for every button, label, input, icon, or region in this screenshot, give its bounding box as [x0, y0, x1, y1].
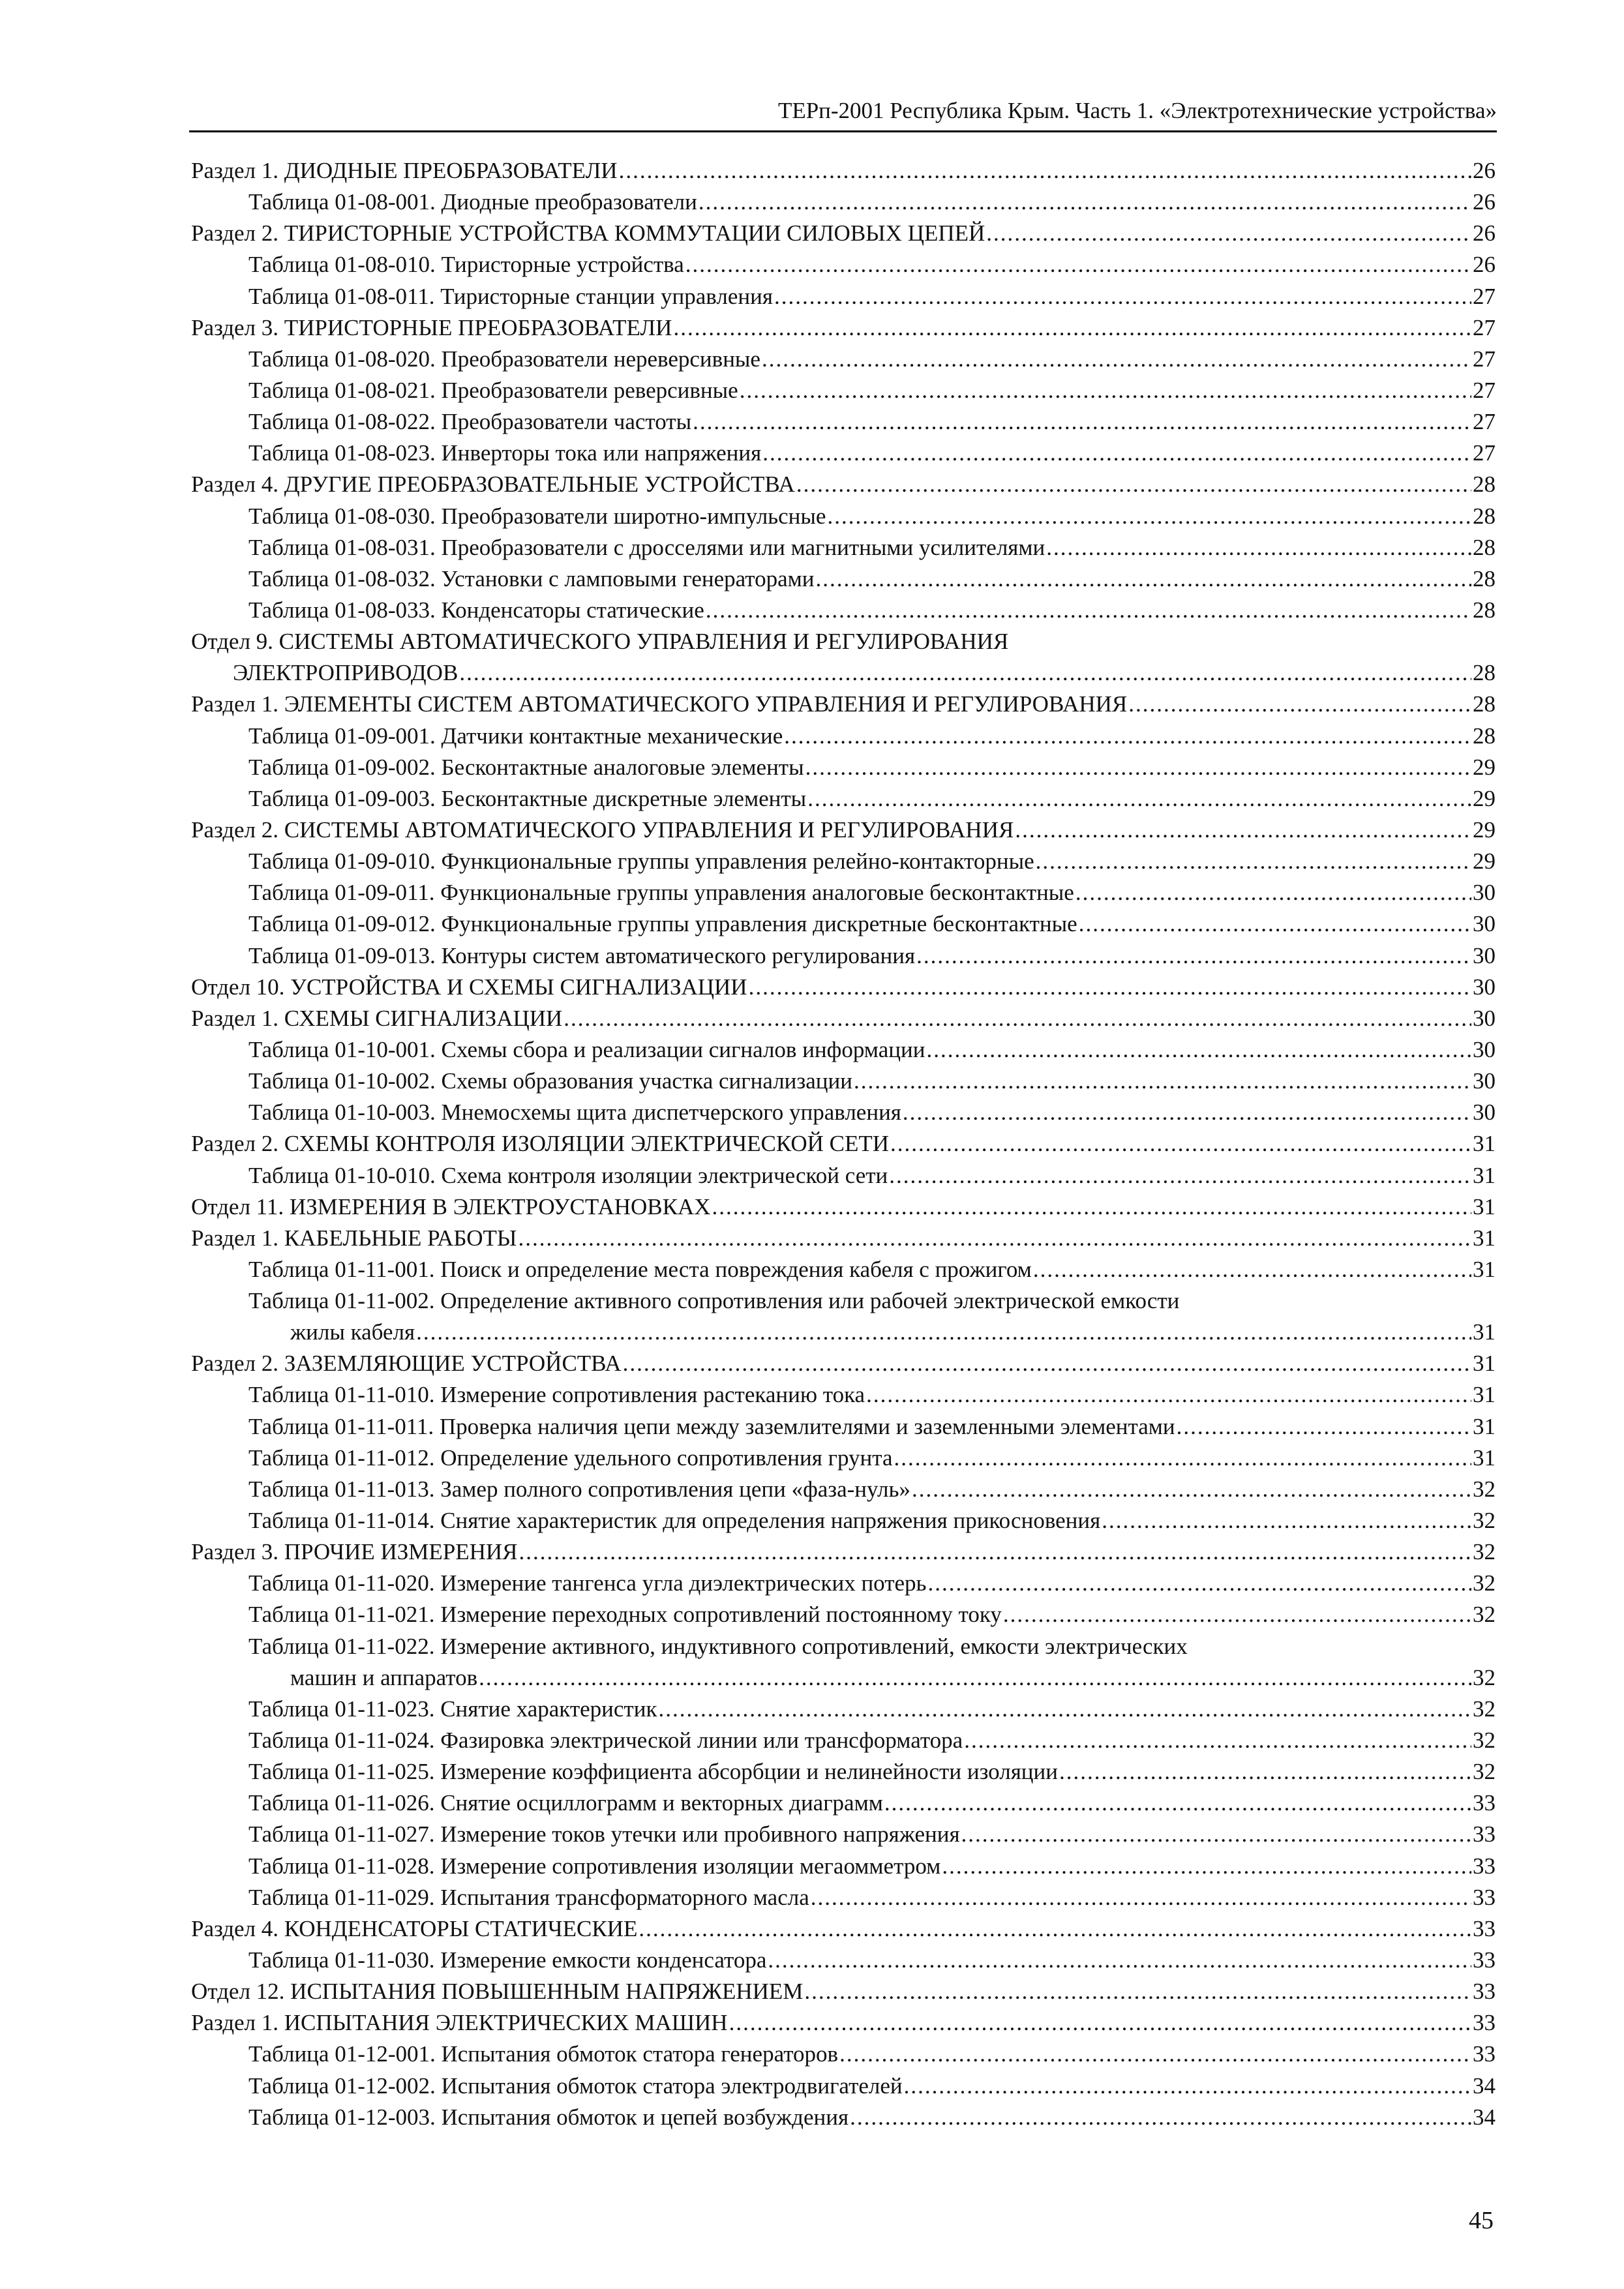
toc-page-number: 31	[1473, 1382, 1496, 1408]
toc-table-entry[interactable]	[191, 940, 1496, 972]
toc-table-entry[interactable]	[191, 1097, 1496, 1128]
toc-entry-title: Таблица 01-08-030. Преобразователи широтно-импульсные	[248, 503, 826, 529]
toc-table-entry[interactable]	[191, 1756, 1496, 1788]
toc-table-entry[interactable]	[191, 1819, 1496, 1850]
dot-leader	[693, 406, 1471, 438]
toc-entry-title: Таблица 01-08-020. Преобразователи нереверсивные	[248, 346, 760, 372]
toc-section-entry[interactable]	[191, 312, 1496, 344]
toc-page-number: 26	[1473, 158, 1496, 183]
toc-entry-title: Таблица 01-10-010. Схема контроля изоляции электрической сети	[248, 1162, 888, 1188]
dot-leader	[796, 469, 1471, 500]
dot-leader	[1128, 689, 1471, 720]
toc-entry-title: Таблица 01-11-030. Измерение емкости конденсатора	[248, 1947, 767, 1973]
toc-page-number: 33	[1473, 1979, 1496, 2005]
toc-entry-title: Таблица 01-09-010. Функциональные группы управления релейно-контакторные	[248, 848, 1034, 875]
toc-table-entry[interactable]	[191, 783, 1496, 815]
toc-page-number: 31	[1473, 1193, 1496, 1219]
toc-page-number: 29	[1473, 754, 1496, 780]
toc-page-number: 33	[1473, 1821, 1496, 1848]
dot-leader	[518, 1223, 1471, 1254]
toc-entry-title: Таблица 01-11-020. Измерение тангенса угла диэлектрических потерь	[248, 1570, 927, 1596]
dot-leader	[459, 657, 1471, 689]
dot-leader	[912, 1474, 1471, 1505]
toc-page-number: 31	[1473, 1351, 1496, 1377]
toc-page-number: 33	[1473, 1915, 1496, 1941]
toc-table-entry[interactable]	[191, 1568, 1496, 1599]
toc-entry-title: Отдел 9. СИСТЕМЫ АВТОМАТИЧЕСКОГО УПРАВЛЕНИЯ И РЕГУЛИРОВАНИЯ	[191, 629, 1009, 655]
dot-leader	[816, 563, 1471, 595]
toc-section-entry[interactable]	[191, 626, 1496, 689]
dot-leader	[903, 1097, 1471, 1128]
dot-leader	[1033, 1254, 1471, 1285]
toc-entry-title: Таблица 01-08-001. Диодные преобразователи	[248, 189, 697, 215]
dot-leader	[807, 783, 1471, 815]
dot-leader	[479, 1662, 1471, 1694]
toc-table-entry[interactable]	[191, 908, 1496, 940]
toc-entry-title: жилы кабеля	[290, 1319, 415, 1345]
toc-table-entry[interactable]	[191, 1882, 1496, 1913]
toc-section-entry[interactable]	[191, 815, 1496, 846]
toc-entry-title: Раздел 1. СХЕМЫ СИГНАЛИЗАЦИИ	[191, 1005, 563, 1031]
dot-leader	[811, 1882, 1471, 1913]
toc-table-entry[interactable]	[191, 249, 1496, 280]
toc-table-entry[interactable]	[191, 406, 1496, 438]
toc-entry-title: Раздел 3. ПРОЧИЕ ИЗМЕРЕНИЯ	[191, 1539, 518, 1565]
toc-entry-title: Таблица 01-12-002. Испытания обмоток статора электродвигателей	[248, 2072, 903, 2099]
toc-entry-title: Таблица 01-11-027. Измерение токов утечки или пробивного напряжения	[248, 1821, 960, 1848]
toc-entry-title: Таблица 01-10-002. Схемы образования участка сигнализации	[248, 1068, 852, 1094]
toc-page-number: 27	[1473, 409, 1496, 435]
toc-table-entry[interactable]	[191, 1443, 1496, 1474]
toc-page-number: 28	[1473, 691, 1496, 717]
page-number: 45	[1469, 2207, 1494, 2234]
toc-table-entry[interactable]	[191, 1379, 1496, 1411]
toc-page-number: 27	[1473, 346, 1496, 372]
toc-page-number: 33	[1473, 1790, 1496, 1816]
toc-table-entry[interactable]	[191, 1631, 1496, 1694]
dot-leader	[884, 1788, 1471, 1819]
toc-page-number: 27	[1473, 283, 1496, 309]
dot-leader	[762, 438, 1471, 469]
toc-entry-title: Таблица 01-10-003. Мнемосхемы щита диспетчерского управления	[248, 1100, 901, 1126]
dot-leader	[712, 1191, 1471, 1223]
dot-leader	[768, 1945, 1471, 1976]
toc-section-entry[interactable]	[191, 218, 1496, 249]
toc-page-number: 28	[1473, 723, 1496, 749]
toc-section-entry[interactable]	[191, 972, 1496, 1003]
toc-page-number: 28	[1473, 565, 1496, 591]
dot-leader	[986, 218, 1471, 249]
toc-entry-title: Таблица 01-09-013. Контуры систем автоматического регулирования	[248, 942, 916, 968]
toc-table-entry[interactable]	[191, 1160, 1496, 1191]
dot-leader	[804, 1976, 1471, 2007]
toc-entry-title: Раздел 1. ИСПЫТАНИЯ ЭЛЕКТРИЧЕСКИХ МАШИН	[191, 2010, 728, 2036]
toc-table-entry[interactable]	[191, 877, 1496, 908]
toc-table-entry[interactable]	[191, 1474, 1496, 1505]
toc-entry-title: Таблица 01-08-022. Преобразователи частоты	[248, 409, 692, 435]
toc-page-number: 32	[1473, 1476, 1496, 1502]
dot-leader	[854, 1066, 1471, 1097]
toc-section-entry[interactable]	[191, 1913, 1496, 1945]
toc-entry-title: Таблица 01-11-029. Испытания трансформаторного масла	[248, 1884, 809, 1910]
toc-table-entry[interactable]	[191, 532, 1496, 563]
toc-table-entry[interactable]	[191, 595, 1496, 626]
dot-leader	[564, 1003, 1471, 1034]
toc-table-entry[interactable]	[191, 438, 1496, 469]
toc-entry-title: Таблица 01-11-026. Снятие осциллограмм и векторных диаграмм	[248, 1790, 883, 1816]
toc-table-entry[interactable]	[191, 1725, 1496, 1756]
toc-page-number: 32	[1473, 1759, 1496, 1785]
dot-leader	[639, 1913, 1471, 1945]
dot-leader	[685, 249, 1471, 280]
toc-entry-title: Раздел 1. КАБЕЛЬНЫЕ РАБОТЫ	[191, 1225, 517, 1251]
toc-table-entry[interactable]	[191, 2039, 1496, 2070]
toc-entry-title: Таблица 01-11-011. Проверка наличия цепи между заземлителями и заземленными элементами	[248, 1413, 1175, 1439]
toc-page-number: 28	[1473, 660, 1496, 686]
toc-entry-title: Таблица 01-09-002. Бесконтактные аналоговые элементы	[248, 754, 804, 780]
toc-page-number: 30	[1473, 911, 1496, 937]
toc-table-entry[interactable]	[191, 501, 1496, 532]
dot-leader	[784, 721, 1471, 752]
toc-table-entry[interactable]	[191, 1254, 1496, 1285]
toc-page-number: 34	[1473, 2104, 1496, 2130]
toc-page-number: 32	[1473, 1664, 1496, 1690]
toc-table-entry[interactable]	[191, 1034, 1496, 1066]
toc-page-number: 32	[1473, 1602, 1496, 1628]
toc-entry-title: Раздел 4. КОНДЕНСАТОРЫ СТАТИЧЕСКИЕ	[191, 1915, 638, 1941]
toc-entry-title: Таблица 01-09-003. Бесконтактные дискретные элементы	[248, 785, 807, 811]
toc-entry-title: Таблица 01-11-021. Измерение переходных сопротивлений постоянному току	[248, 1602, 1002, 1628]
toc-entry-title: Таблица 01-09-011. Функциональные группы управления аналоговые бесконтактные	[248, 880, 1074, 906]
toc-table-entry[interactable]	[191, 1788, 1496, 1819]
toc-page-number: 33	[1473, 2041, 1496, 2067]
toc-entry-title: Таблица 01-08-021. Преобразователи реверсивные	[248, 377, 738, 403]
toc-page-number: 29	[1473, 816, 1496, 843]
toc-section-entry[interactable]	[191, 1128, 1496, 1159]
toc-page-number: 27	[1473, 377, 1496, 403]
toc-entry-title: Таблица 01-08-023. Инверторы тока или напряжения	[248, 440, 762, 466]
toc-page-number: 29	[1473, 848, 1496, 875]
dot-leader	[1003, 1599, 1471, 1630]
toc-section-entry[interactable]	[191, 1191, 1496, 1223]
toc-page-number: 33	[1473, 2010, 1496, 2036]
toc-entry-title: Таблица 01-08-011. Тиристорные станции управления	[248, 283, 773, 309]
dot-leader	[827, 501, 1471, 532]
toc-page-number: 28	[1473, 471, 1496, 498]
dot-leader	[774, 281, 1471, 312]
toc-entry-title: Таблица 01-08-031. Преобразователи с дросселями или магнитными усилителями	[248, 534, 1045, 560]
toc-table-entry[interactable]	[191, 1066, 1496, 1097]
toc-page-number: 30	[1473, 1005, 1496, 1031]
toc-entry-title: Таблица 01-11-024. Фазировка электрической линии или трансформатора	[248, 1728, 963, 1754]
toc-table-entry[interactable]	[191, 1285, 1496, 1348]
dot-leader	[699, 187, 1471, 218]
dot-leader	[1015, 815, 1471, 846]
toc-page-number: 26	[1473, 252, 1496, 278]
toc-table-entry[interactable]	[191, 1411, 1496, 1443]
toc-entry-title: машин и аппаратов	[290, 1664, 478, 1690]
toc-table-entry[interactable]	[191, 846, 1496, 877]
toc-section-entry[interactable]	[191, 1536, 1496, 1568]
dot-leader	[762, 344, 1471, 375]
toc-page-number: 31	[1473, 1319, 1496, 1345]
toc-entry-title: Таблица 01-11-010. Измерение сопротивления растеканию тока	[248, 1382, 865, 1408]
toc-entry-title: Таблица 01-11-028. Измерение сопротивления изоляции мегаомметром	[248, 1853, 941, 1879]
toc-page-number: 28	[1473, 534, 1496, 560]
toc-page-number: 33	[1473, 1947, 1496, 1973]
dot-leader	[964, 1725, 1471, 1756]
toc-page-number: 28	[1473, 503, 1496, 529]
toc-section-entry[interactable]	[191, 689, 1496, 720]
dot-leader	[740, 375, 1471, 406]
toc-page-number: 32	[1473, 1570, 1496, 1596]
table-of-contents	[191, 155, 1496, 2133]
header-rule	[189, 130, 1497, 132]
toc-page-number: 26	[1473, 220, 1496, 247]
toc-page-number: 31	[1473, 1256, 1496, 1282]
toc-entry-title: Таблица 01-10-001. Схемы сбора и реализации сигналов информации	[248, 1036, 925, 1062]
dot-leader	[961, 1819, 1471, 1850]
toc-page-number: 30	[1473, 974, 1496, 1000]
toc-entry-title: Отдел 10. УСТРОЙСТВА И СХЕМЫ СИГНАЛИЗАЦИИ	[191, 974, 747, 1000]
dot-leader	[866, 1379, 1471, 1411]
toc-entry-title: Таблица 01-11-013. Замер полного сопротивления цепи «фаза-нуль»	[248, 1476, 910, 1502]
toc-table-entry[interactable]	[191, 2071, 1496, 2102]
dot-leader	[749, 972, 1471, 1003]
toc-table-entry[interactable]	[191, 187, 1496, 218]
toc-section-entry[interactable]	[191, 1223, 1496, 1254]
toc-page-number: 32	[1473, 1539, 1496, 1565]
toc-section-entry[interactable]	[191, 1976, 1496, 2007]
toc-entry-title: Таблица 01-09-012. Функциональные группы управления дискретные бесконтактные	[248, 911, 1077, 937]
dot-leader	[1036, 846, 1471, 877]
toc-entry-title: Таблица 01-08-033. Конденсаторы статические	[248, 597, 704, 623]
dot-leader	[942, 1851, 1471, 1882]
dot-leader	[706, 595, 1471, 626]
toc-entry-title: Раздел 2. СИСТЕМЫ АВТОМАТИЧЕСКОГО УПРАВЛЕНИЯ И РЕГУЛИРОВАНИЯ	[191, 816, 1014, 843]
toc-page-number: 30	[1473, 942, 1496, 968]
dot-leader	[928, 1568, 1471, 1599]
toc-entry-title: Раздел 4. ДРУГИЕ ПРЕОБРАЗОВАТЕЛЬНЫЕ УСТРОЙСТВА	[191, 471, 795, 498]
toc-table-entry[interactable]	[191, 1505, 1496, 1536]
toc-table-entry[interactable]	[191, 563, 1496, 595]
toc-table-entry[interactable]	[191, 281, 1496, 312]
toc-section-entry[interactable]	[191, 1003, 1496, 1034]
toc-entry-title: Таблица 01-11-022. Измерение активного, индуктивного сопротивлений, емкости электрических	[248, 1633, 1188, 1659]
toc-page-number: 28	[1473, 597, 1496, 623]
dot-leader	[1059, 1756, 1471, 1788]
dot-leader	[1075, 877, 1471, 908]
dot-leader	[1046, 532, 1471, 563]
toc-page-number: 33	[1473, 1884, 1496, 1910]
toc-entry-title: Таблица 01-11-012. Определение удельного сопротивления грунта	[248, 1444, 893, 1471]
dot-leader	[519, 1536, 1471, 1568]
toc-entry-title: Раздел 3. ТИРИСТОРНЫЕ ПРЕОБРАЗОВАТЕЛИ	[191, 314, 672, 340]
dot-leader	[894, 1443, 1472, 1474]
toc-section-entry[interactable]	[191, 469, 1496, 500]
toc-page-number: 32	[1473, 1508, 1496, 1534]
toc-table-entry[interactable]	[191, 1945, 1496, 1976]
toc-section-entry[interactable]	[191, 1348, 1496, 1379]
toc-page-number: 30	[1473, 1036, 1496, 1062]
dot-leader	[904, 2071, 1471, 2102]
toc-entry-title: Раздел 2. СХЕМЫ КОНТРОЛЯ ИЗОЛЯЦИИ ЭЛЕКТРИЧЕСКОЙ СЕТИ	[191, 1131, 890, 1157]
toc-entry-title: Отдел 12. ИСПЫТАНИЯ ПОВЫШЕННЫМ НАПРЯЖЕНИЕМ	[191, 1979, 804, 2005]
toc-entry-title: Таблица 01-09-001. Датчики контактные механические	[248, 723, 783, 749]
toc-page-number: 33	[1473, 1853, 1496, 1879]
toc-page-number: 31	[1473, 1131, 1496, 1157]
toc-table-entry[interactable]	[191, 1851, 1496, 1882]
toc-entry-title: Таблица 01-12-001. Испытания обмоток статора генераторов	[248, 2041, 839, 2067]
toc-table-entry[interactable]	[191, 1694, 1496, 1725]
toc-table-entry[interactable]	[191, 752, 1496, 783]
dot-leader	[1102, 1505, 1471, 1536]
dot-leader	[673, 312, 1471, 344]
dot-leader	[1079, 908, 1471, 940]
dot-leader	[416, 1317, 1471, 1348]
toc-table-entry[interactable]	[191, 721, 1496, 752]
toc-entry-title: Таблица 01-11-001. Поиск и определение места повреждения кабеля с прожигом	[248, 1256, 1032, 1282]
toc-entry-title: Таблица 01-11-002. Определение активного сопротивления или рабочей электрической емкости	[248, 1288, 1180, 1314]
dot-leader	[926, 1034, 1471, 1066]
dot-leader	[839, 2039, 1471, 2070]
toc-page-number: 31	[1473, 1413, 1496, 1439]
toc-entry-title: Таблица 01-11-014. Снятие характеристик для определения напряжения прикосновения	[248, 1508, 1101, 1534]
toc-entry-title: Таблица 01-08-032. Установки с ламповыми генераторами	[248, 565, 815, 591]
dot-leader	[1177, 1411, 1471, 1443]
toc-page-number: 32	[1473, 1728, 1496, 1754]
toc-entry-title: Отдел 11. ИЗМЕРЕНИЯ В ЭЛЕКТРОУСТАНОВКАХ	[191, 1193, 711, 1219]
toc-section-entry[interactable]	[191, 2007, 1496, 2039]
toc-entry-title: Таблица 01-11-023. Снятие характеристик	[248, 1696, 657, 1722]
toc-page-number: 27	[1473, 314, 1496, 340]
toc-entry-title: Раздел 2. ТИРИСТОРНЫЕ УСТРОЙСТВА КОММУТАЦИИ СИЛОВЫХ ЦЕПЕЙ	[191, 220, 985, 247]
toc-table-entry[interactable]	[191, 375, 1496, 406]
toc-page-number: 31	[1473, 1162, 1496, 1188]
toc-page-number: 32	[1473, 1696, 1496, 1722]
running-header: ТЕРп-2001 Республика Крым. Часть 1. «Электротехнические устройства»	[777, 98, 1497, 123]
toc-table-entry[interactable]	[191, 2102, 1496, 2133]
toc-section-entry[interactable]	[191, 155, 1496, 187]
toc-table-entry[interactable]	[191, 344, 1496, 375]
dot-leader	[916, 940, 1471, 972]
dot-leader	[889, 1160, 1471, 1191]
toc-entry-title: Раздел 1. ЭЛЕМЕНТЫ СИСТЕМ АВТОМАТИЧЕСКОГО УПРАВЛЕНИЯ И РЕГУЛИРОВАНИЯ	[191, 691, 1128, 717]
toc-page-number: 27	[1473, 440, 1496, 466]
toc-page-number: 31	[1473, 1225, 1496, 1251]
toc-entry-title: Таблица 01-08-010. Тиристорные устройства	[248, 252, 684, 278]
toc-page-number: 30	[1473, 1100, 1496, 1126]
dot-leader	[623, 1348, 1471, 1379]
toc-entry-title: Таблица 01-11-025. Измерение коэффициента абсорбции и нелинейности изоляции	[248, 1759, 1058, 1785]
dot-leader	[729, 2007, 1471, 2039]
toc-entry-title: Раздел 1. ДИОДНЫЕ ПРЕОБРАЗОВАТЕЛИ	[191, 158, 618, 183]
dot-leader	[850, 2102, 1471, 2133]
toc-page-number: 31	[1473, 1444, 1496, 1471]
toc-table-entry[interactable]	[191, 1599, 1496, 1630]
dot-leader	[805, 752, 1471, 783]
dot-leader	[619, 155, 1471, 187]
toc-entry-title: Таблица 01-12-003. Испытания обмоток и цепей возбуждения	[248, 2104, 849, 2130]
toc-page-number: 26	[1473, 189, 1496, 215]
dot-leader	[890, 1128, 1471, 1159]
toc-page-number: 30	[1473, 1068, 1496, 1094]
toc-entry-title: Раздел 2. ЗАЗЕМЛЯЮЩИЕ УСТРОЙСТВА	[191, 1351, 622, 1377]
toc-page-number: 29	[1473, 785, 1496, 811]
toc-page-number: 30	[1473, 880, 1496, 906]
dot-leader	[658, 1694, 1471, 1725]
toc-entry-title: ЭЛЕКТРОПРИВОДОВ	[233, 660, 459, 686]
toc-page-number: 34	[1473, 2072, 1496, 2099]
